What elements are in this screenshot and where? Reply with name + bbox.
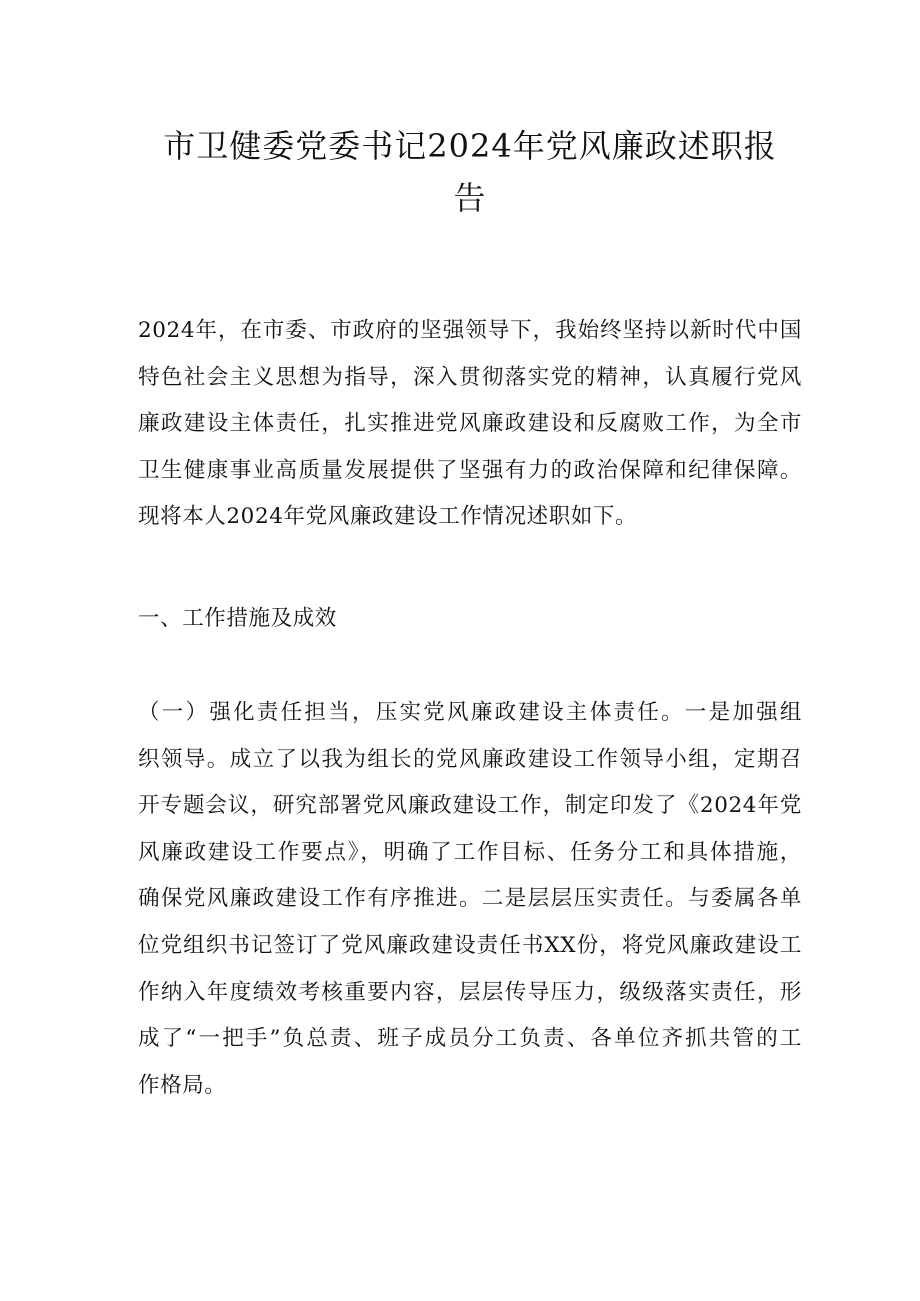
intro-line: 现将本人2024年党风廉政建设工作情况述职如下。 [138, 504, 638, 530]
section-1-paragraph [138, 690, 802, 1109]
document-title [150, 120, 790, 224]
intro-line: 2024年，在市委、市政府的坚强领导下，我始终坚持以新时代中国 [138, 318, 802, 343]
section-1-line: （一）强化责任担当，压实党风廉政建设主体责任。一是加强组 [138, 700, 802, 725]
section-1-line: 成了“一把手”负总责、班子成员分工负责、各单位齐抓共管的工 [138, 1026, 802, 1052]
section-1-line: 开专题会议，研究部署党风廉政建设工作，制定印发了《2024年党 [138, 793, 802, 819]
section-heading-text: 一、工作措施及成效 [138, 606, 337, 631]
title-line-1: 市卫健委党委书记2024年党风廉政述职报 [163, 127, 777, 165]
section-1-line: 确保党风廉政建设工作有序推进。二是层层压实责任。与委属各单 [138, 886, 802, 912]
intro-line: 卫生健康事业高质量发展提供了坚强有力的政治保障和纪律保障。 [138, 457, 802, 483]
section-1-line: 织领导。成立了以我为组长的党风廉政建设工作领导小组，定期召 [138, 746, 802, 772]
section-1-line: 位党组织书记签订了党风廉政建设责任书XX份，将党风廉政建设工 [138, 932, 802, 958]
section-1-line: 作纳入年度绩效考核重要内容，层层传导压力，级级落实责任，形 [138, 979, 802, 1005]
section-1-line: 风廉政建设工作要点》，明确了工作目标、任务分工和具体措施， [138, 839, 802, 865]
title-line-2: 告 [453, 179, 487, 217]
intro-paragraph [138, 308, 802, 541]
section-1-line: 作格局。 [138, 1072, 227, 1098]
section-heading-1 [138, 596, 802, 643]
intro-line: 廉政建设主体责任，扎实推进党风廉政建设和反腐败工作，为全市 [138, 411, 802, 437]
intro-line: 特色社会主义思想为指导，深入贯彻落实党的精神，认真履行党风 [138, 364, 802, 390]
